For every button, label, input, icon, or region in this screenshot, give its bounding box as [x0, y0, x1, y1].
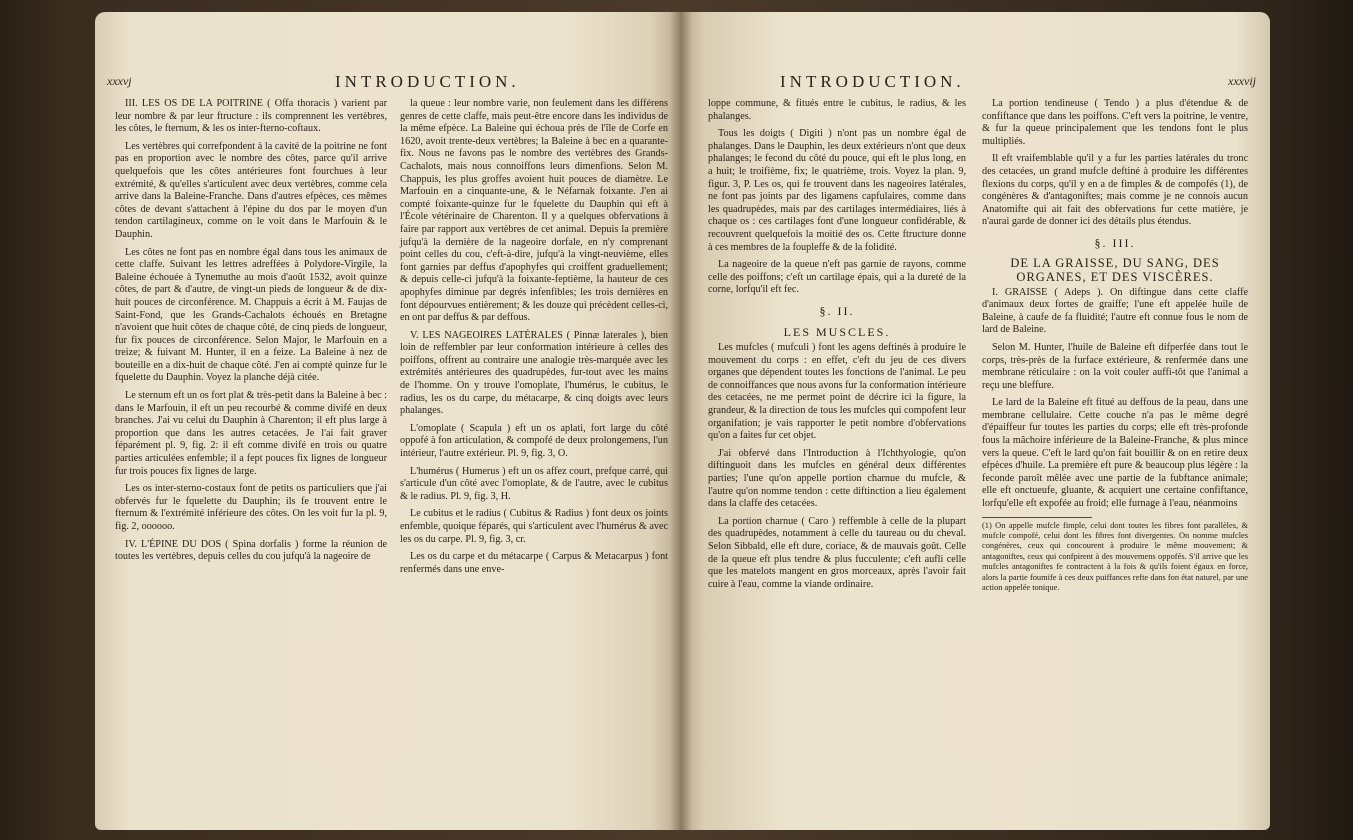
paragraph: Les os du carpe et du métacarpe ( Carpus & Metacarpus ) font renfermés dans une enve- — [400, 551, 668, 575]
paragraph: I. GRAISSE ( Adeps ). On diftingue dans cette claffe d'animaux deux fortes de graiffe; l'une eft appelée huile de Baleine, à caufe de fa fluidité; l'autre eft connue fous le nom de lard de Baleine. — [982, 286, 1248, 336]
paragraph: Les vertèbres qui correfpondent à la cavité de la poitrine ne font pas en proportion avec le nombre des côtes, parce qu'il arrive quelquefois que les côtes antérieures font fourchues à leur extrémité, & qu'elles s'articulent avec deux vertèbres, comme cela arrive dans la Baleine-Franche. Dans d'autres efpèces, ces mêmes côtes de devant s'attachent à l'épine du dos par le moyen d'un tendon cartilagineux, comme on le voit dans le Marfouin & le Dauphin. — [115, 140, 387, 240]
paragraph: Le lard de la Baleine eft fitué au deffous de la peau, dans une membrane cellulaire. Cette couche n'a pas le même degré d'épaiffeur fur toutes les parties du corps; elle eft très-profonde fous la mâchoire inférieure de la Baleine-Franche, & plus mince vers la queue. C'eft le lard qu'on fait bouillir & on en retire deux efpèces d'huile. La première eft pure & beaucoup plus légère : la feconde paroît mêlée avec une partie de la fubftance animale; elle eft onctueufe, gluante, & acquiert une certaine confiftance, lorfqu'elle eft expofée au froid; elle furnage à l'eau, néanmoins — [982, 397, 1248, 510]
paragraph: L'humérus ( Humerus ) eft un os affez court, prefque carré, qui s'articule d'un côté avec l'omoplate, & de l'autre, avec le cubitus & le radius. Pl. 9, fig. 3, H. — [400, 465, 668, 502]
paragraph: loppe commune, & fitués entre le cubitus, le radius, & les phalanges. — [708, 98, 966, 122]
section-heading: §. II. — [819, 303, 855, 318]
paragraph: la queue : leur nombre varie, non feulement dans les différens genres de cette claffe, mais peut-être encore dans les individus de la même efpèce. La Baleine qui échoua près de l'île de Corfe en 1620, avoit trente-deux vertèbres; la Baleine à bec en a quarante-fix. Nous ne favons pas le nombre des vertèbres des Grands-Cachalots, mais nous connoiffons leurs dimenfions. Selon M. Chappuis, les plus groffes avoient huit pouces de diamètre. Le Marfouin en a cinquante-une, & le Néfarnak foixante. J'en ai compté foixante-quinze fur le fquelette du Dauphin qui eft à l'École vétérinaire de Charenton. Il y a quelques obfervations à faire par rapport aux vertèbres de cet animal. Depuis la première jufqu'à la dernière de la nageoire dorfale, en n'y comprenant point celles du cou, c'eft-à-dire, jufqu'à la vingt-neuvième, elles font garnies par deffus d'apophyfes qui croiffent graduellement; & depuis celle-ci jufqu'à la foixante-feptième, la hauteur de ces apophyfes diminue par degrés infenfibles; les trois dernières en font dépourvues entièrement; & les douze qui précèdent celles-ci, en ont par deffus & par deffous. — [400, 98, 668, 324]
paragraph: La portion tendineuse ( Tendo ) a plus d'étendue & de confiftance que dans les poiffons. C'eft vers la poitrine, le ventre, & fur la queue principalement que les tendons font le plus multipliés. — [982, 98, 1248, 147]
paragraph: III. LES OS DE LA POITRINE ( Offa thoracis ) varient par leur nombre & par leur ftructure : ils comprennent les vertèbres, les côtes, le fternum, & les os inter-fterno-coftaux. — [115, 98, 387, 135]
text-column — [982, 98, 1248, 593]
page-number: xxxvj — [107, 74, 132, 88]
section-title: DE LA GRAISSE, DU SANG, DES ORGANES, ET DES VISCÈRES. — [1010, 255, 1220, 284]
footnote: (1) On appelle mufcle fimple, celui dont toutes les fibres font parallèles, & mufcle compofé, celui dont les fibres font divergentes. On nomme mufcles congénères, ceux qui concourent à produire le même mouvement; & antagoniftes, ceux qui confpirent à des mouvemens oppofés. S'il arrive que les mufcles antagoniftes fe contractent à la fois & qu'ils foient égaux en force, alors la partie foumife à ces deux puiffances refte dans fon état naturel, par une action appelée tonique. — [982, 520, 1248, 593]
paragraph: J'ai obfervé dans l'Introduction à l'Ichthyologie, qu'on diftinguoit dans les mufcles en général deux différentes parties; l'une qu'on appelle portion charnue du mufcle, & l'autre qu'on nomme tendon : cette diftinction a lieu également dans la claffe des cetacées. — [708, 447, 966, 510]
running-head: INTRODUCTION. — [335, 72, 520, 91]
paragraph: Tous les doigts ( Digiti ) n'ont pas un nombre égal de phalanges. Dans le Dauphin, les deux extérieurs n'ont que deux phalanges; le fecond du côté du pouce, qui eft le plus long, en a huit; le troifième, fix; le quatrième, trois. Voyez la plan. 9, figur. 3, P. Les os, qui fe trouvent dans les nageoires latérales, ne font pas joints par des ligamens capfulaires, comme dans les quadrupèdes, mais par des cartilages intermédiaires, liés à chaque os : ces cartilages font d'une longueur confidérable, & recouvrent quelquefois la moitié des os. Cette ftructure donne à ces membres de la foupleffe & de la folidité. — [708, 128, 966, 253]
open-book — [95, 12, 1270, 830]
section-heading: LES MUSCLES. — [783, 324, 891, 339]
footnote-rule — [982, 517, 1092, 518]
paragraph: Les os inter-sterno-costaux font de petits os particuliers que j'ai obfervés fur le fquelette du Dauphin; ils fe trouvent entre le fternum & l'extrémité inférieure des côtes. On les voit fur la pl. 9, fig. 2, oooooo. — [115, 483, 387, 532]
section-heading: §. III. — [1094, 235, 1136, 250]
text-column — [400, 98, 668, 581]
paragraph: Les mufcles ( mufculi ) font les agens deftinés à produire le mouvement du corps : en effet, c'eft du jeu de ces divers organes que dépendent toutes les fonctions de l'animal. Le peu de connoiffances que nous avons fur la conformation intérieure des cetacées, ne me permet point de décrire ici la figure, la grandeur, & la direction de tous les mufcles qui compofent leur organifation; je vais rapporter le petit nombre d'obfervations qu'on a faites fur cet objet. — [708, 342, 966, 442]
paragraph: V. LES NAGEOIRES LATÉRALES ( Pinnæ laterales ), bien loin de reffembler par leur conformation intérieure à celles des poiffons, offrent au contraire une analogie très-marquée avec les extrémités antérieures des quadrupèdes, fur-tout avec les mains de l'homme. On y trouve l'omoplate, l'humérus, le cubitus, le radius, les os du carpe, du métacarpe, & cinq doigts avec leurs phalanges. — [400, 329, 668, 417]
paragraph: IV. L'ÉPINE DU DOS ( Spina dorfalis ) forme la réunion de toutes les vertèbres, depuis celles du cou jufqu'à la nageoire de — [115, 538, 387, 563]
text-column — [115, 98, 387, 569]
paragraph: Il eft vraifemblable qu'il y a fur les parties latérales du tronc des cetacées, un grand mufcle deftiné à produire les différentes flexions du corps, qu'il y en a de fimples & de compofés (1), de congénères & d'antagoniftes; mais comme je ne connois aucun Anatomifte qui ait fait des obfervations fur cette matière, je n'aurai garde de donner ici des détails plus étendus. — [982, 153, 1248, 228]
paragraph: Le sternum eft un os fort plat & très-petit dans la Baleine à bec : dans le Marfouin, il eft un peu recourbé & comme divifé en deux branches. J'ai vu celui du Dauphin à Charenton; il eft plus large à proportion que dans les autres cetacées. Je l'ai fait graver féparément pl. 9, fig. 2: il eft comme divifé en trois ou quatre parties articulées enfemble; il a fept pouces fix lignes de longueur fur trois pouces fix lignes de large. — [115, 390, 387, 477]
book-gutter — [670, 12, 692, 830]
running-head: INTRODUCTION. — [780, 72, 965, 91]
right-page — [680, 12, 1270, 830]
paragraph: La nageoire de la queue n'eft pas garnie de rayons, comme celle des poiffons; c'eft un cartilage épais, qui a la dureté de la corne, lorfqu'il eft fec. — [708, 259, 966, 296]
text-column — [708, 98, 966, 596]
paragraph: Le cubitus et le radius ( Cubitus & Radius ) font deux os joints enfemble, quoique féparés, qui s'articulent avec l'humérus & avec les os du carpe. Pl. 9, fig. 3, cr. — [400, 508, 668, 545]
left-page — [95, 12, 680, 830]
paragraph: Selon M. Hunter, l'huile de Baleine eft difperfée dans tout le corps, très-près de la furface extérieure, & renfermée dans une membrane réticulaire : on la voit couler auffi-tôt que l'animal a reçu une bleffure. — [982, 341, 1248, 391]
paragraph: La portion charnue ( Caro ) reffemble à celle de la plupart des quadrupèdes, notamment à celle du taureau ou du cheval. Selon Sibbald, elle eft dure, coriace, & de mauvais goût. Celle de la queue eft plus tendre & plus fucculente; c'eft aufli celle que les matelots mangent en gros morceaux, après l'avoir fait cuire à l'eau, comme la viande ordinaire. — [708, 515, 966, 590]
page-number: xxxvij — [1228, 74, 1256, 88]
paragraph: Les côtes ne font pas en nombre égal dans tous les animaux de cette claffe. Suivant les lettres adreffées à Polydore-Virgile, la Baleine échouée à Tynemuthe au mois d'août 1532, avoit quinze côtes, de part & d'autre, de vingt-un pieds de longueur & de dix-huit pouces de circonférence. M. Chappuis a écrit à M. Faujas de Saint-Fond, que les Grands-Cachalots échoués en Bretagne n'avoient que huit côtes de chaque côté, de cinq pieds de longueur, fur fix pouces de circonférence. Selon Major, le Marfouin en a treize; & fuivant M. Hunter, il en a feize. La Baleine à nez de bouteille en a dix-huit de chaque côté. J'en ai compté quinze fur le fquelette du Dauphin. Voyez la planche déjà citée. — [115, 246, 387, 384]
paragraph: L'omoplate ( Scapula ) eft un os aplati, fort large du côté oppofé à fon articulation, & compofé de deux prolongemens, l'un intérieur, l'autre extérieur. Pl. 9, fig. 3, O. — [400, 422, 668, 460]
